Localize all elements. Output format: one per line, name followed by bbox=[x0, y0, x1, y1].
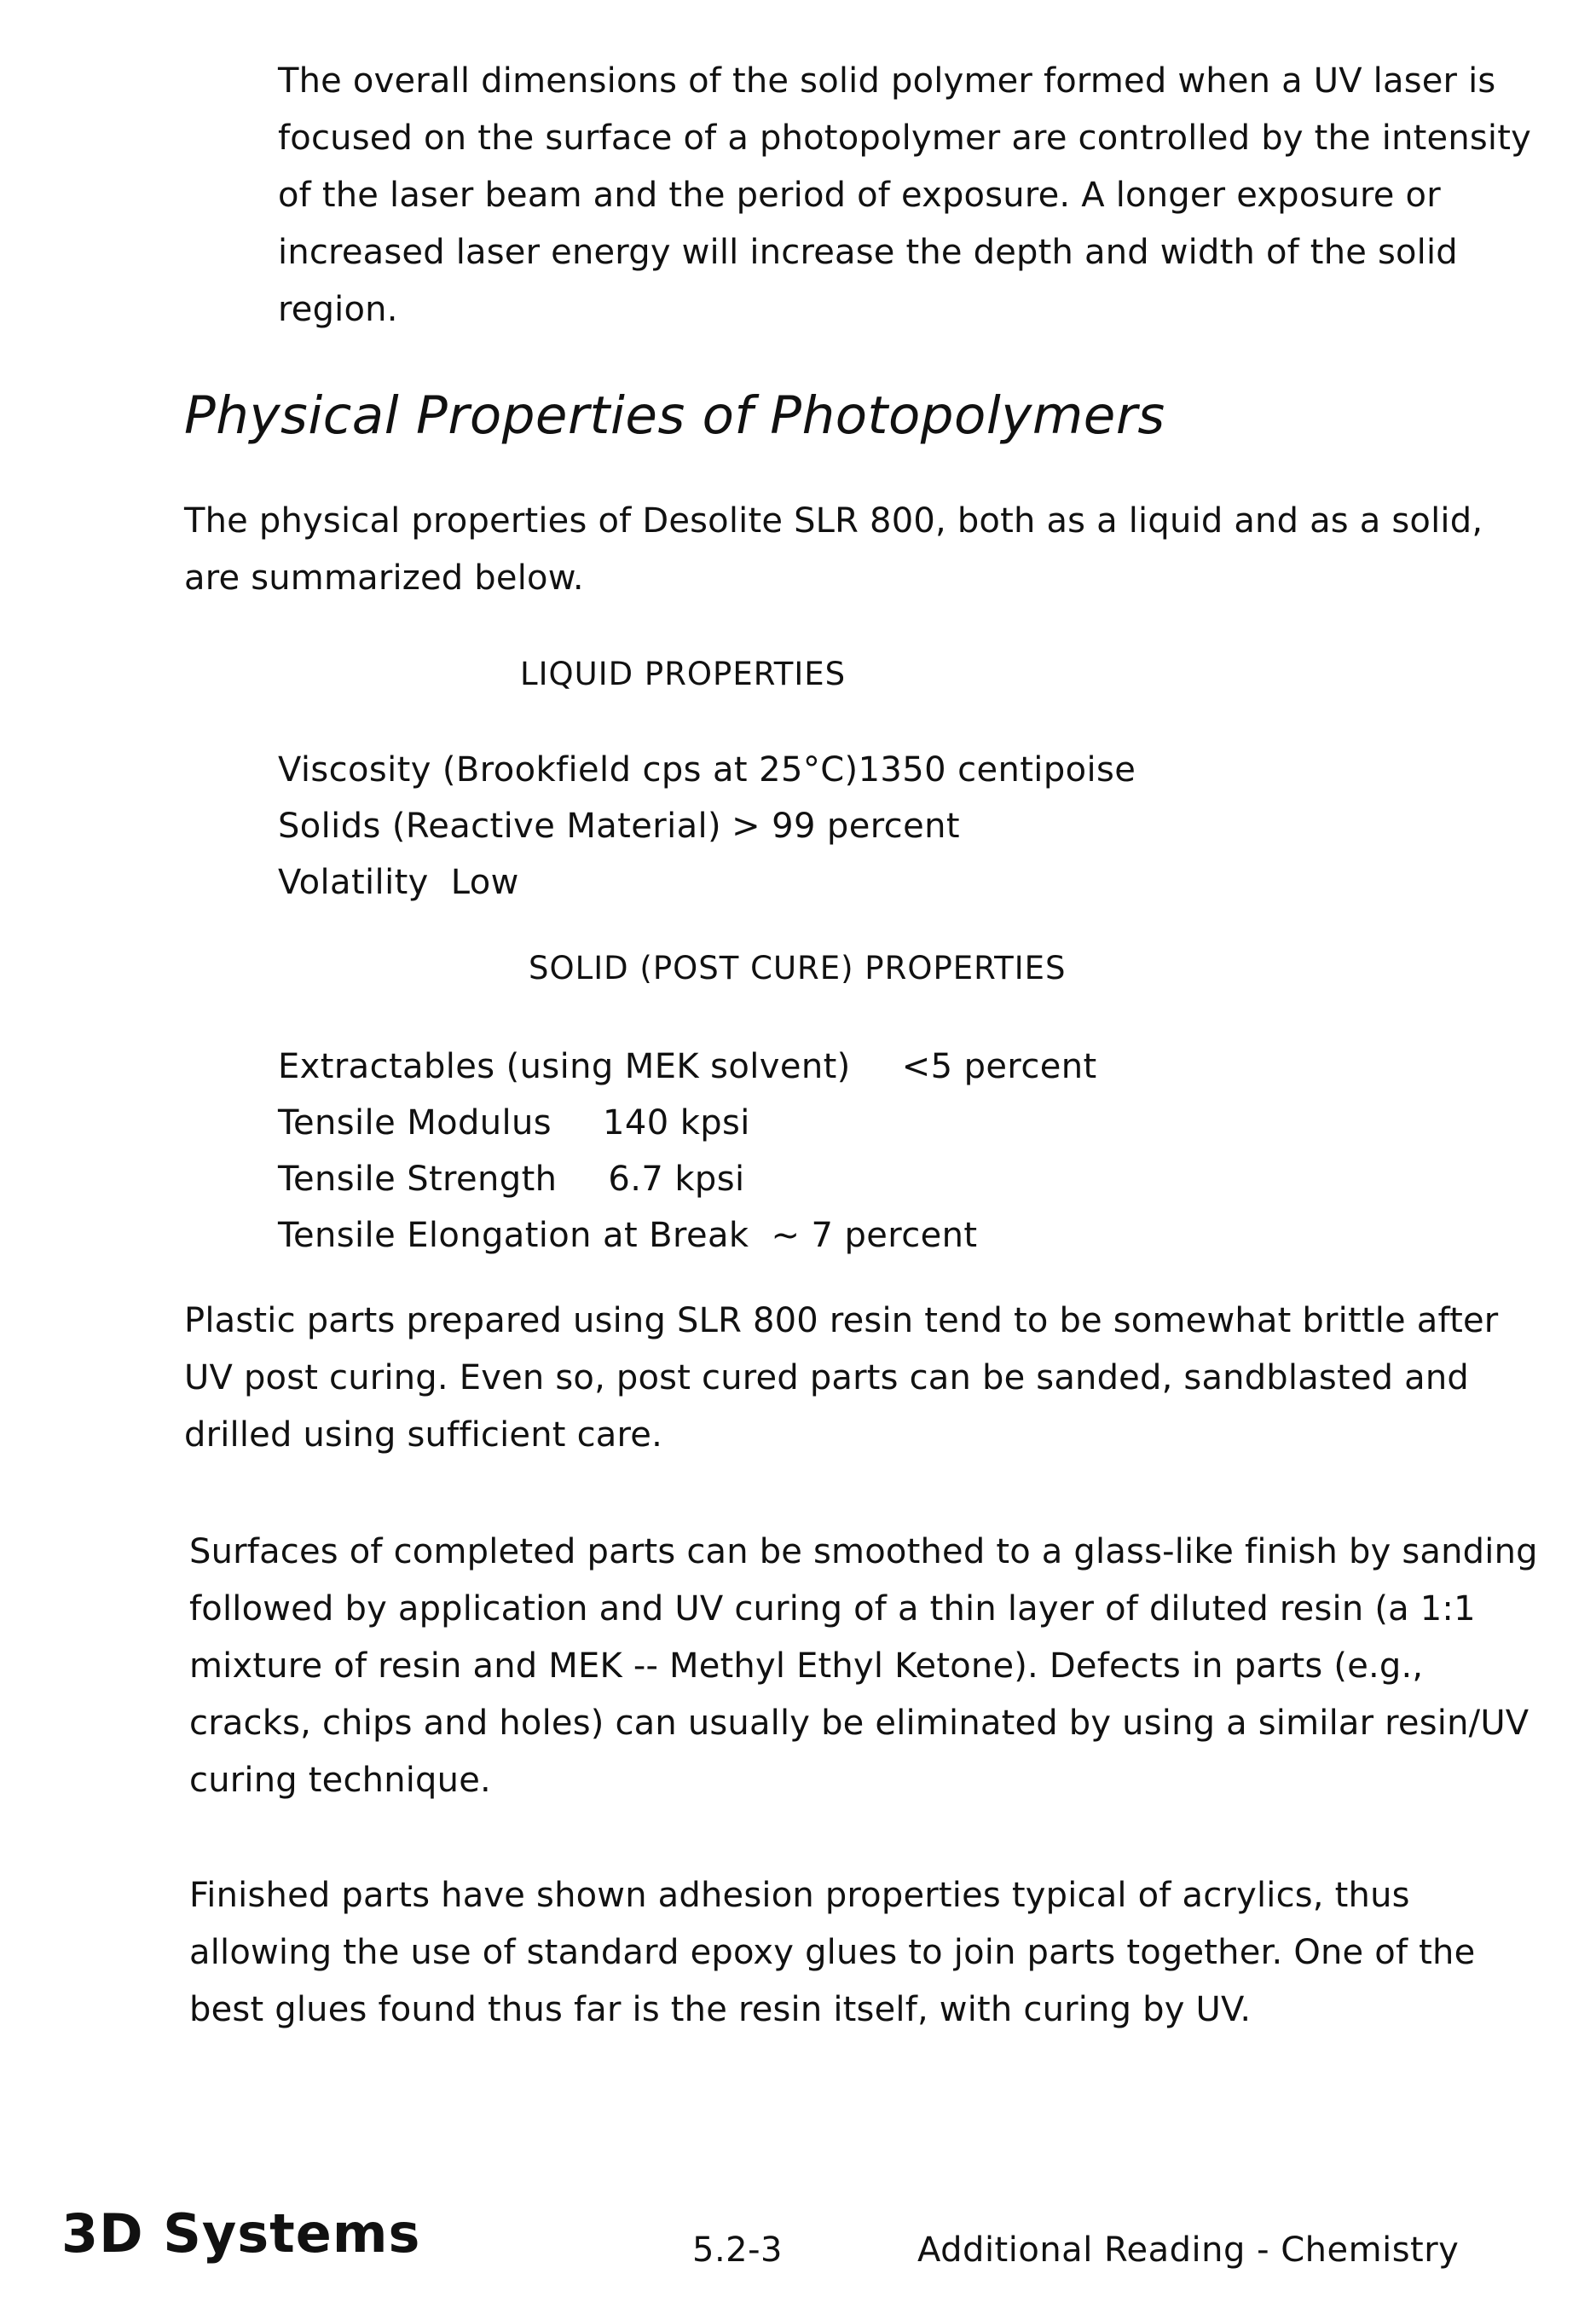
property-name: Extractables (using MEK solvent) bbox=[278, 1039, 851, 1095]
property-value: ~ 7 percent bbox=[771, 1207, 977, 1264]
footer-page-number: 5.2-3 bbox=[692, 2229, 783, 2271]
property-row bbox=[278, 1039, 1097, 1095]
property-name: Volatility bbox=[278, 854, 429, 911]
property-name: Tensile Strength bbox=[278, 1151, 557, 1207]
property-row bbox=[278, 854, 1136, 911]
document-page bbox=[0, 0, 1596, 2320]
property-name: Tensile Modulus bbox=[278, 1095, 552, 1151]
liquid-properties-list bbox=[278, 742, 1136, 911]
property-row bbox=[278, 1151, 1097, 1207]
solid-properties-list bbox=[278, 1039, 1097, 1264]
property-value: > 99 percent bbox=[732, 798, 960, 854]
body-paragraph-adhesion: Finished parts have shown adhesion properties typical of acrylics, thus allowing the use of standard epoxy glues to join parts together. One of the best glues found thus far is the resin itself, with curing by UV. bbox=[189, 1867, 1553, 2039]
property-value: 1350 centipoise bbox=[859, 742, 1136, 798]
footer-brand: 3D Systems bbox=[61, 2200, 420, 2268]
body-paragraph-brittleness: Plastic parts prepared using SLR 800 resin tend to be somewhat brittle after UV post curing. Even so, post cured parts can be sanded, sandblasted and drilled using sufficient care. bbox=[184, 1293, 1548, 1464]
property-name: Viscosity (Brookfield cps at 25°C) bbox=[278, 742, 859, 798]
liquid-properties-title: LIQUID PROPERTIES bbox=[520, 654, 1202, 695]
property-name: Solids (Reactive Material) bbox=[278, 798, 721, 854]
section-lead-paragraph: The physical properties of Desolite SLR 800, both as a liquid and as a solid, are summarized below. bbox=[184, 493, 1548, 607]
property-name: Tensile Elongation at Break bbox=[278, 1207, 749, 1264]
property-row bbox=[278, 1095, 1097, 1151]
property-row bbox=[278, 742, 1136, 798]
intro-paragraph: The overall dimensions of the solid polymer formed when a UV laser is focused on the surface of a photopolymer are controlled by the intensity of the laser beam and the period of exposure. A longer exposure or increased laser energy will increase the depth and width of the solid region. bbox=[278, 53, 1557, 338]
property-value: 140 kpsi bbox=[603, 1095, 750, 1151]
solid-properties-title: SOLID (POST CURE) PROPERTIES bbox=[529, 948, 1211, 989]
property-value: Low bbox=[451, 854, 519, 911]
body-paragraph-surface-finish: Surfaces of completed parts can be smoothed to a glass-like finish by sanding followed by application and UV curing of a thin layer of diluted resin (a 1:1 mixture of resin and MEK -- Methyl Ethyl Ketone). Defects in parts (e.g., cracks, chips and holes) can usually be eliminated by using a similar resin/UV curing technique. bbox=[189, 1524, 1553, 1809]
property-row bbox=[278, 1207, 1097, 1264]
property-value: 6.7 kpsi bbox=[608, 1151, 744, 1207]
property-value: <5 percent bbox=[902, 1039, 1097, 1095]
footer-section-title: Additional Reading - Chemistry bbox=[917, 2229, 1459, 2271]
section-heading: Physical Properties of Photopolymers bbox=[184, 382, 1548, 450]
property-row bbox=[278, 798, 1136, 854]
